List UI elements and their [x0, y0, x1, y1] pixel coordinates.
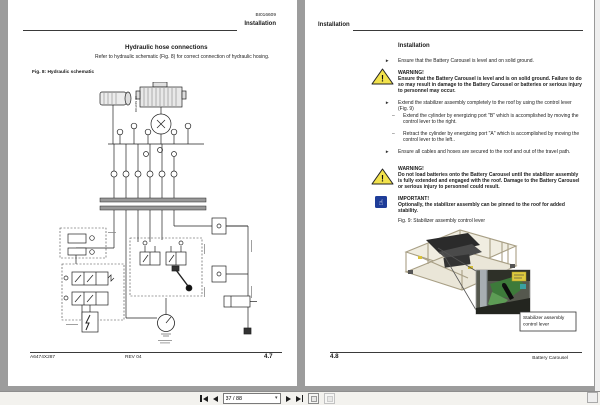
footer-page-number: 4.8	[330, 353, 339, 360]
right-page-header: Installation	[318, 22, 350, 28]
list-item	[385, 58, 583, 64]
warning-title: WARNING!	[398, 166, 424, 172]
callout-text: control lever	[523, 322, 550, 328]
page-number-input[interactable]	[226, 396, 264, 402]
next-page-button[interactable]	[286, 396, 291, 402]
header-rule	[353, 30, 583, 31]
arrow-bullet-icon: ►	[385, 149, 390, 154]
svg-text:!: !	[381, 173, 384, 184]
list-item	[385, 149, 583, 155]
left-page-body: Refer to hydraulic schematic (Fig. 8) for correct connection of hydraulic hosing.	[95, 54, 270, 60]
list-item-text: Ensure that the Battery Carousel is level and on solid ground.	[398, 58, 534, 64]
sub-list-item	[392, 131, 583, 143]
left-page-header: Installation	[244, 21, 276, 27]
sub-list-item	[392, 113, 583, 125]
list-item-text: Ensure all cables and hoses are secured to the roof and out of the travel path.	[398, 149, 571, 155]
list-item-text: Retract the cylinder by energizing port "A" which is accomplished by moving the control lever to the left..	[403, 131, 580, 144]
last-page-icon	[302, 395, 304, 402]
navigation-toolbar	[0, 391, 600, 405]
document-page-left	[8, 0, 297, 386]
list-item-text: Extend the stabilizer assembly completely to the roof by using the control lever (Fig. 9)	[398, 100, 572, 113]
first-page-button[interactable]	[200, 395, 208, 402]
figure-photo	[398, 226, 578, 334]
warning-block	[398, 70, 583, 94]
previous-page-button[interactable]	[213, 396, 218, 402]
arrow-bullet-icon: ►	[385, 58, 390, 63]
next-page-icon	[286, 396, 291, 402]
arrow-bullet-icon: ►	[385, 100, 390, 105]
warning-title: WARNING!	[398, 70, 424, 76]
first-page-icon	[200, 395, 202, 402]
schematic-motor-label: AC MOTOR	[134, 96, 138, 113]
page-nav-group	[200, 393, 335, 404]
header-rule	[23, 30, 237, 31]
warning-body: Ensure that the Battery Carousel is level and is on solid ground. Failure to do so may result in damage to the Battery Carousel or batteries or serious injury to personnel may occur.	[398, 76, 582, 95]
important-body: Optionally, the stabilizer assembly can be pinned to the roof for added stability.	[398, 202, 565, 215]
footer-page-number: 4.7	[264, 353, 273, 360]
list-item-text: Extend the cylinder by energizing port "B" which is accomplished by moving the control lever to the right.	[403, 113, 579, 126]
next-view-icon[interactable]	[324, 393, 335, 404]
important-block	[398, 196, 583, 214]
doc-id: BI016609	[255, 13, 276, 18]
warning-triangle-icon	[371, 68, 394, 85]
list-item	[385, 100, 583, 112]
fig8-caption: Fig. 8: Hydraulic schematic	[32, 70, 95, 75]
fig9-caption: Fig. 9: Stabilizer assembly control lever	[398, 218, 485, 224]
section-title: Installation	[398, 43, 430, 49]
warning-block	[398, 166, 583, 190]
previous-view-icon[interactable]	[308, 393, 319, 404]
previous-page-icon	[213, 396, 218, 402]
svg-text:!: !	[381, 73, 384, 84]
callout-box	[520, 312, 576, 331]
scroll-corner-icon[interactable]	[587, 392, 598, 403]
footer-doc-code: A6474X287	[30, 355, 56, 360]
warning-body: Do not load batteries onto the Battery Carousel until the stabilizer assembly is fully extended and engaged with the roof. Damage to the Battery Carousel or serious injury to personnel could result.	[398, 172, 580, 191]
footer-rule	[30, 352, 282, 353]
footer-rule	[330, 352, 582, 353]
dash-bullet-icon: –	[392, 113, 395, 119]
page-dropdown-icon[interactable]: ▾	[274, 395, 278, 401]
callout-text: Stabilizer assembly	[523, 316, 565, 321]
footer-revision: REV 04	[125, 355, 142, 360]
warning-triangle-icon	[371, 168, 394, 185]
footer-doc-title: Battery Carousel	[532, 356, 568, 361]
left-page-title: Hydraulic hose connections	[125, 44, 208, 51]
scrollbar-track[interactable]	[594, 0, 600, 392]
svg-text:☝: ☝	[378, 198, 384, 207]
page-number-field-wrap	[223, 393, 281, 404]
hydraulic-schematic	[58, 82, 258, 348]
important-title: IMPORTANT!	[398, 196, 430, 202]
last-page-button[interactable]	[296, 395, 304, 402]
important-hand-icon	[375, 196, 387, 208]
dash-bullet-icon: –	[392, 131, 395, 137]
document-page-right	[305, 0, 594, 386]
